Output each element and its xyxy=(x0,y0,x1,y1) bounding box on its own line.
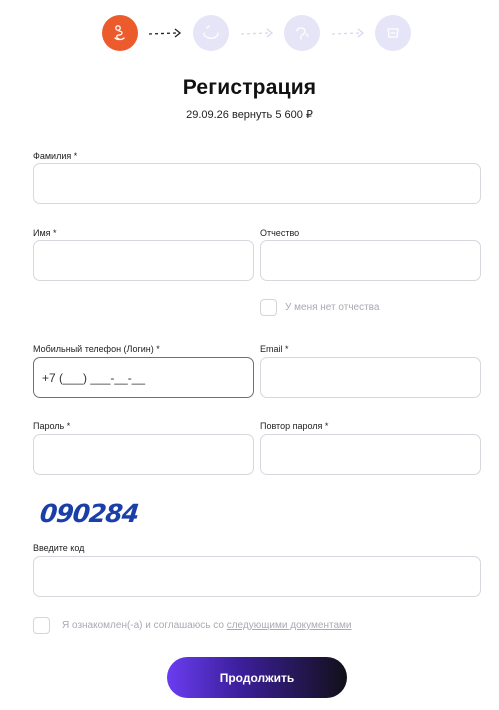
agreement-text: Я ознакомлен(-а) и соглашаюсь со xyxy=(62,620,227,631)
email-label: Email * xyxy=(260,344,289,354)
password-label: Пароль * xyxy=(33,421,71,431)
patronymic-input[interactable] xyxy=(260,240,481,281)
loan-summary: 29.09.26 вернуть 5 600 ₽ xyxy=(186,109,313,121)
captcha-image xyxy=(38,495,142,529)
documents-link[interactable]: следующими документами xyxy=(226,620,352,631)
password-input[interactable] xyxy=(33,434,254,475)
step-arrow-icon xyxy=(240,26,276,40)
phone-label: Мобильный телефон (Логин) * xyxy=(33,344,160,354)
registration-stepper xyxy=(0,15,499,51)
first-name-input[interactable] xyxy=(33,240,254,281)
captcha-code-input[interactable] xyxy=(33,556,481,597)
svg-text:090284: 090284 xyxy=(38,499,140,528)
phone-input[interactable] xyxy=(33,357,254,398)
continue-button[interactable]: Продолжить xyxy=(167,657,347,698)
last-name-label: Фамилия * xyxy=(33,151,78,161)
no-patronymic-label: У меня нет отчества xyxy=(285,302,380,313)
patronymic-label: Отчество xyxy=(260,228,300,238)
step-address-icon xyxy=(284,15,320,51)
step-arrow-icon xyxy=(331,26,367,40)
password-repeat-label: Повтор пароля * xyxy=(260,421,329,431)
step-work-icon xyxy=(375,15,411,51)
no-patronymic-checkbox[interactable] xyxy=(260,299,277,316)
page-title: Регистрация xyxy=(182,76,317,99)
code-label: Введите код xyxy=(33,543,85,553)
last-name-input[interactable] xyxy=(33,163,481,204)
step-personal-icon xyxy=(102,15,138,51)
agreement-label xyxy=(62,620,351,631)
password-repeat-input[interactable] xyxy=(260,434,481,475)
step-passport-icon xyxy=(193,15,229,51)
agreement-checkbox[interactable] xyxy=(33,617,50,634)
email-input[interactable] xyxy=(260,357,481,398)
first-name-label: Имя * xyxy=(33,228,57,238)
step-arrow-icon xyxy=(148,26,184,40)
